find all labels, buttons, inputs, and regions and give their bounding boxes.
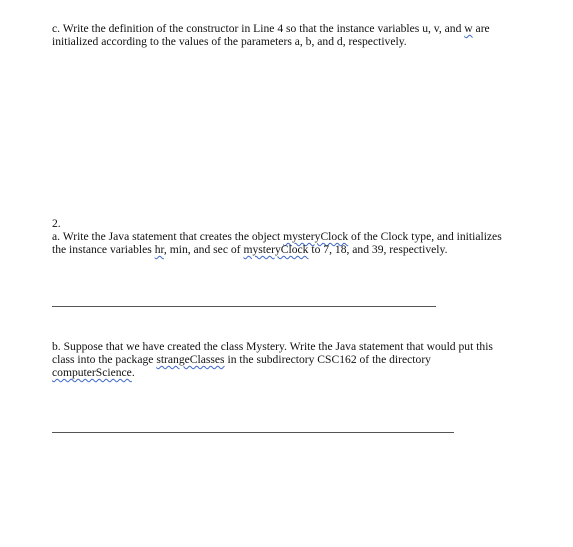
question-c-text: are [472,22,490,35]
question-2a-line-1 [52,230,502,243]
spellcheck-word: computerScience [52,366,132,379]
spellcheck-word: mysteryClock [243,243,309,256]
question-2a-text: , min, and sec of [163,243,244,256]
answer-blank-2a[interactable] [52,306,436,307]
question-2-number: 2. [52,217,61,230]
question-2b-line-2 [52,353,493,366]
spellcheck-word: mysteryClock [283,230,349,243]
question-2a [52,230,502,256]
spellcheck-word: w [464,22,473,35]
question-2a-text: of the Clock type, and initializes [348,230,502,243]
question-2b-line-3 [52,366,493,379]
question-2a-text: to 7, 18, and 39, respectively. [308,243,448,256]
question-2b-text: in the subdirectory CSC162 of the directory [224,353,431,366]
question-2b-line-1: b. Suppose that we have created the class Mystery. Write the Java statement that would put this [52,340,493,353]
answer-blank-2b[interactable] [52,432,454,433]
question-2b [52,340,493,379]
question-c-text: c. Write the definition of the constructor in Line 4 so that the instance variables u, v, and [52,22,465,35]
spellcheck-word: hr [154,243,164,256]
question-2a-text: a. Write the Java statement that creates the object [52,230,284,243]
question-c-line-1 [52,22,490,35]
question-2a-text: the instance variables [52,243,155,256]
question-c [52,22,490,48]
question-2a-line-2 [52,243,502,256]
question-2b-text: . [131,366,135,379]
spellcheck-word: strangeClasses [156,353,225,366]
question-2b-text: class into the package [52,353,157,366]
question-c-line-2: initialized according to the values of the parameters a, b, and d, respectively. [52,35,407,48]
